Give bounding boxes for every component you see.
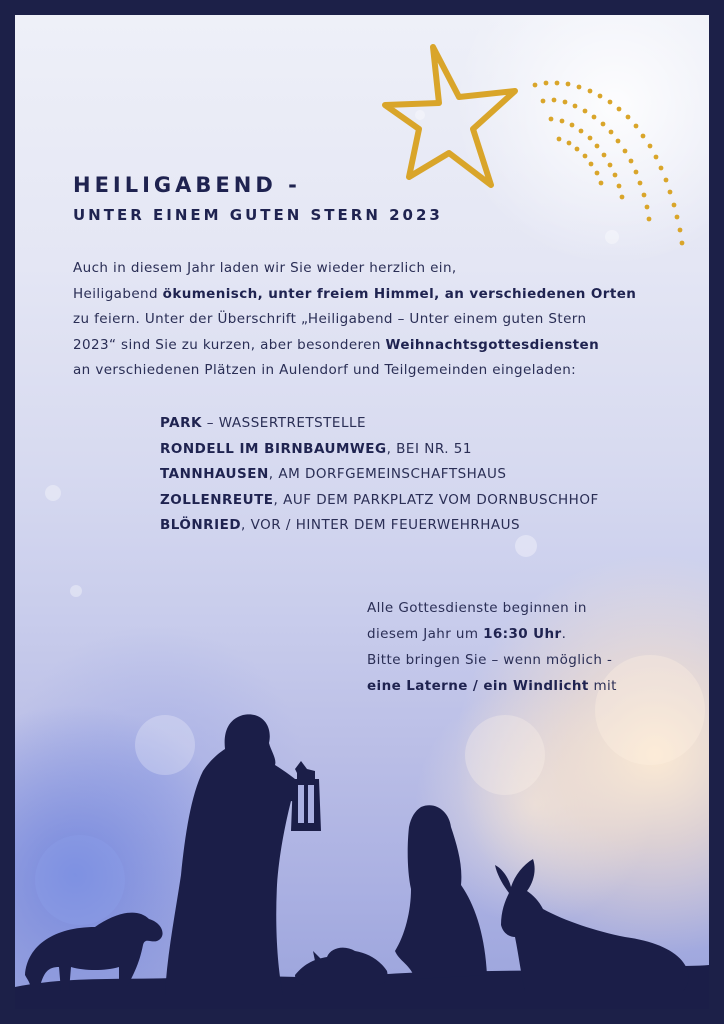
intro-line: Auch in diesem Jahr laden wir Sie wieder herzlich ein, [73, 260, 457, 276]
location-item [160, 411, 700, 437]
location-detail: , AUF DEM PARKPLATZ VOM DORNBUSCHHOF [273, 491, 599, 508]
intro-paragraph [73, 256, 673, 384]
intro-text: Heiligabend [73, 285, 163, 302]
location-name: BLÖNRIED [160, 517, 242, 533]
mary-silhouette [395, 805, 487, 979]
location-list [160, 411, 700, 539]
start-time: 16:30 Uhr [483, 626, 562, 642]
intro-emphasis: ökumenisch, unter freiem Himmel, an verschiedenen Orten [162, 285, 637, 302]
info-line: Alle Gottesdienste beginnen in [367, 600, 587, 616]
location-item [160, 462, 700, 488]
location-detail: , BEI NR. 51 [386, 440, 472, 457]
location-detail: , VOR / HINTER DEM FEUERWEHRHAUS [241, 517, 521, 533]
nativity-silhouette [15, 675, 709, 1009]
location-item [160, 513, 700, 539]
child-silhouette [295, 948, 388, 985]
lantern-window [298, 785, 304, 823]
location-name: ZOLLENREUTE [160, 491, 274, 508]
lantern-window [308, 785, 314, 823]
info-line [367, 621, 697, 647]
bokeh-light [70, 585, 82, 597]
info-emphasis: eine Laterne / ein Windlicht [367, 678, 589, 694]
location-detail: , AM DORFGEMEINSCHAFTSHAUS [268, 466, 507, 482]
intro-line: an verschiedenen Plätzen in Aulendorf und Teilgemeinden eingeladen: [73, 362, 577, 378]
flyer-sheet [15, 15, 709, 1009]
intro-line: zu feiern. Unter der Überschrift „Heiligabend – Unter einem guten Stern [73, 311, 587, 327]
donkey-silhouette [495, 859, 689, 991]
page-subtitle: UNTER EINEM GUTEN STERN 2023 [73, 206, 443, 224]
location-item [160, 488, 700, 514]
location-name: TANNHAUSEN [160, 466, 269, 482]
info-text: mit [588, 678, 617, 694]
lantern-silhouette [291, 761, 321, 831]
joseph-silhouette [165, 714, 315, 995]
info-text: diesem Jahr um [367, 626, 484, 642]
info-text: . [561, 626, 567, 642]
intro-text: 2023“ sind Sie zu kurzen, aber besonderen [73, 336, 386, 353]
bokeh-light [45, 485, 61, 501]
intro-emphasis: Weihnachtsgottesdiensten [385, 336, 600, 353]
location-name: RONDELL IM BIRNBAUMWEG [160, 440, 387, 457]
info-line: Bitte bringen Sie – wenn möglich - [367, 652, 613, 668]
location-name: PARK [160, 415, 202, 431]
star-tail-dots [533, 81, 685, 246]
intro-line [73, 333, 673, 359]
intro-line [73, 282, 673, 308]
page-title: HEILIGABEND - [73, 173, 301, 197]
location-detail: – WASSERTRETSTELLE [201, 415, 367, 431]
location-item [160, 437, 700, 463]
